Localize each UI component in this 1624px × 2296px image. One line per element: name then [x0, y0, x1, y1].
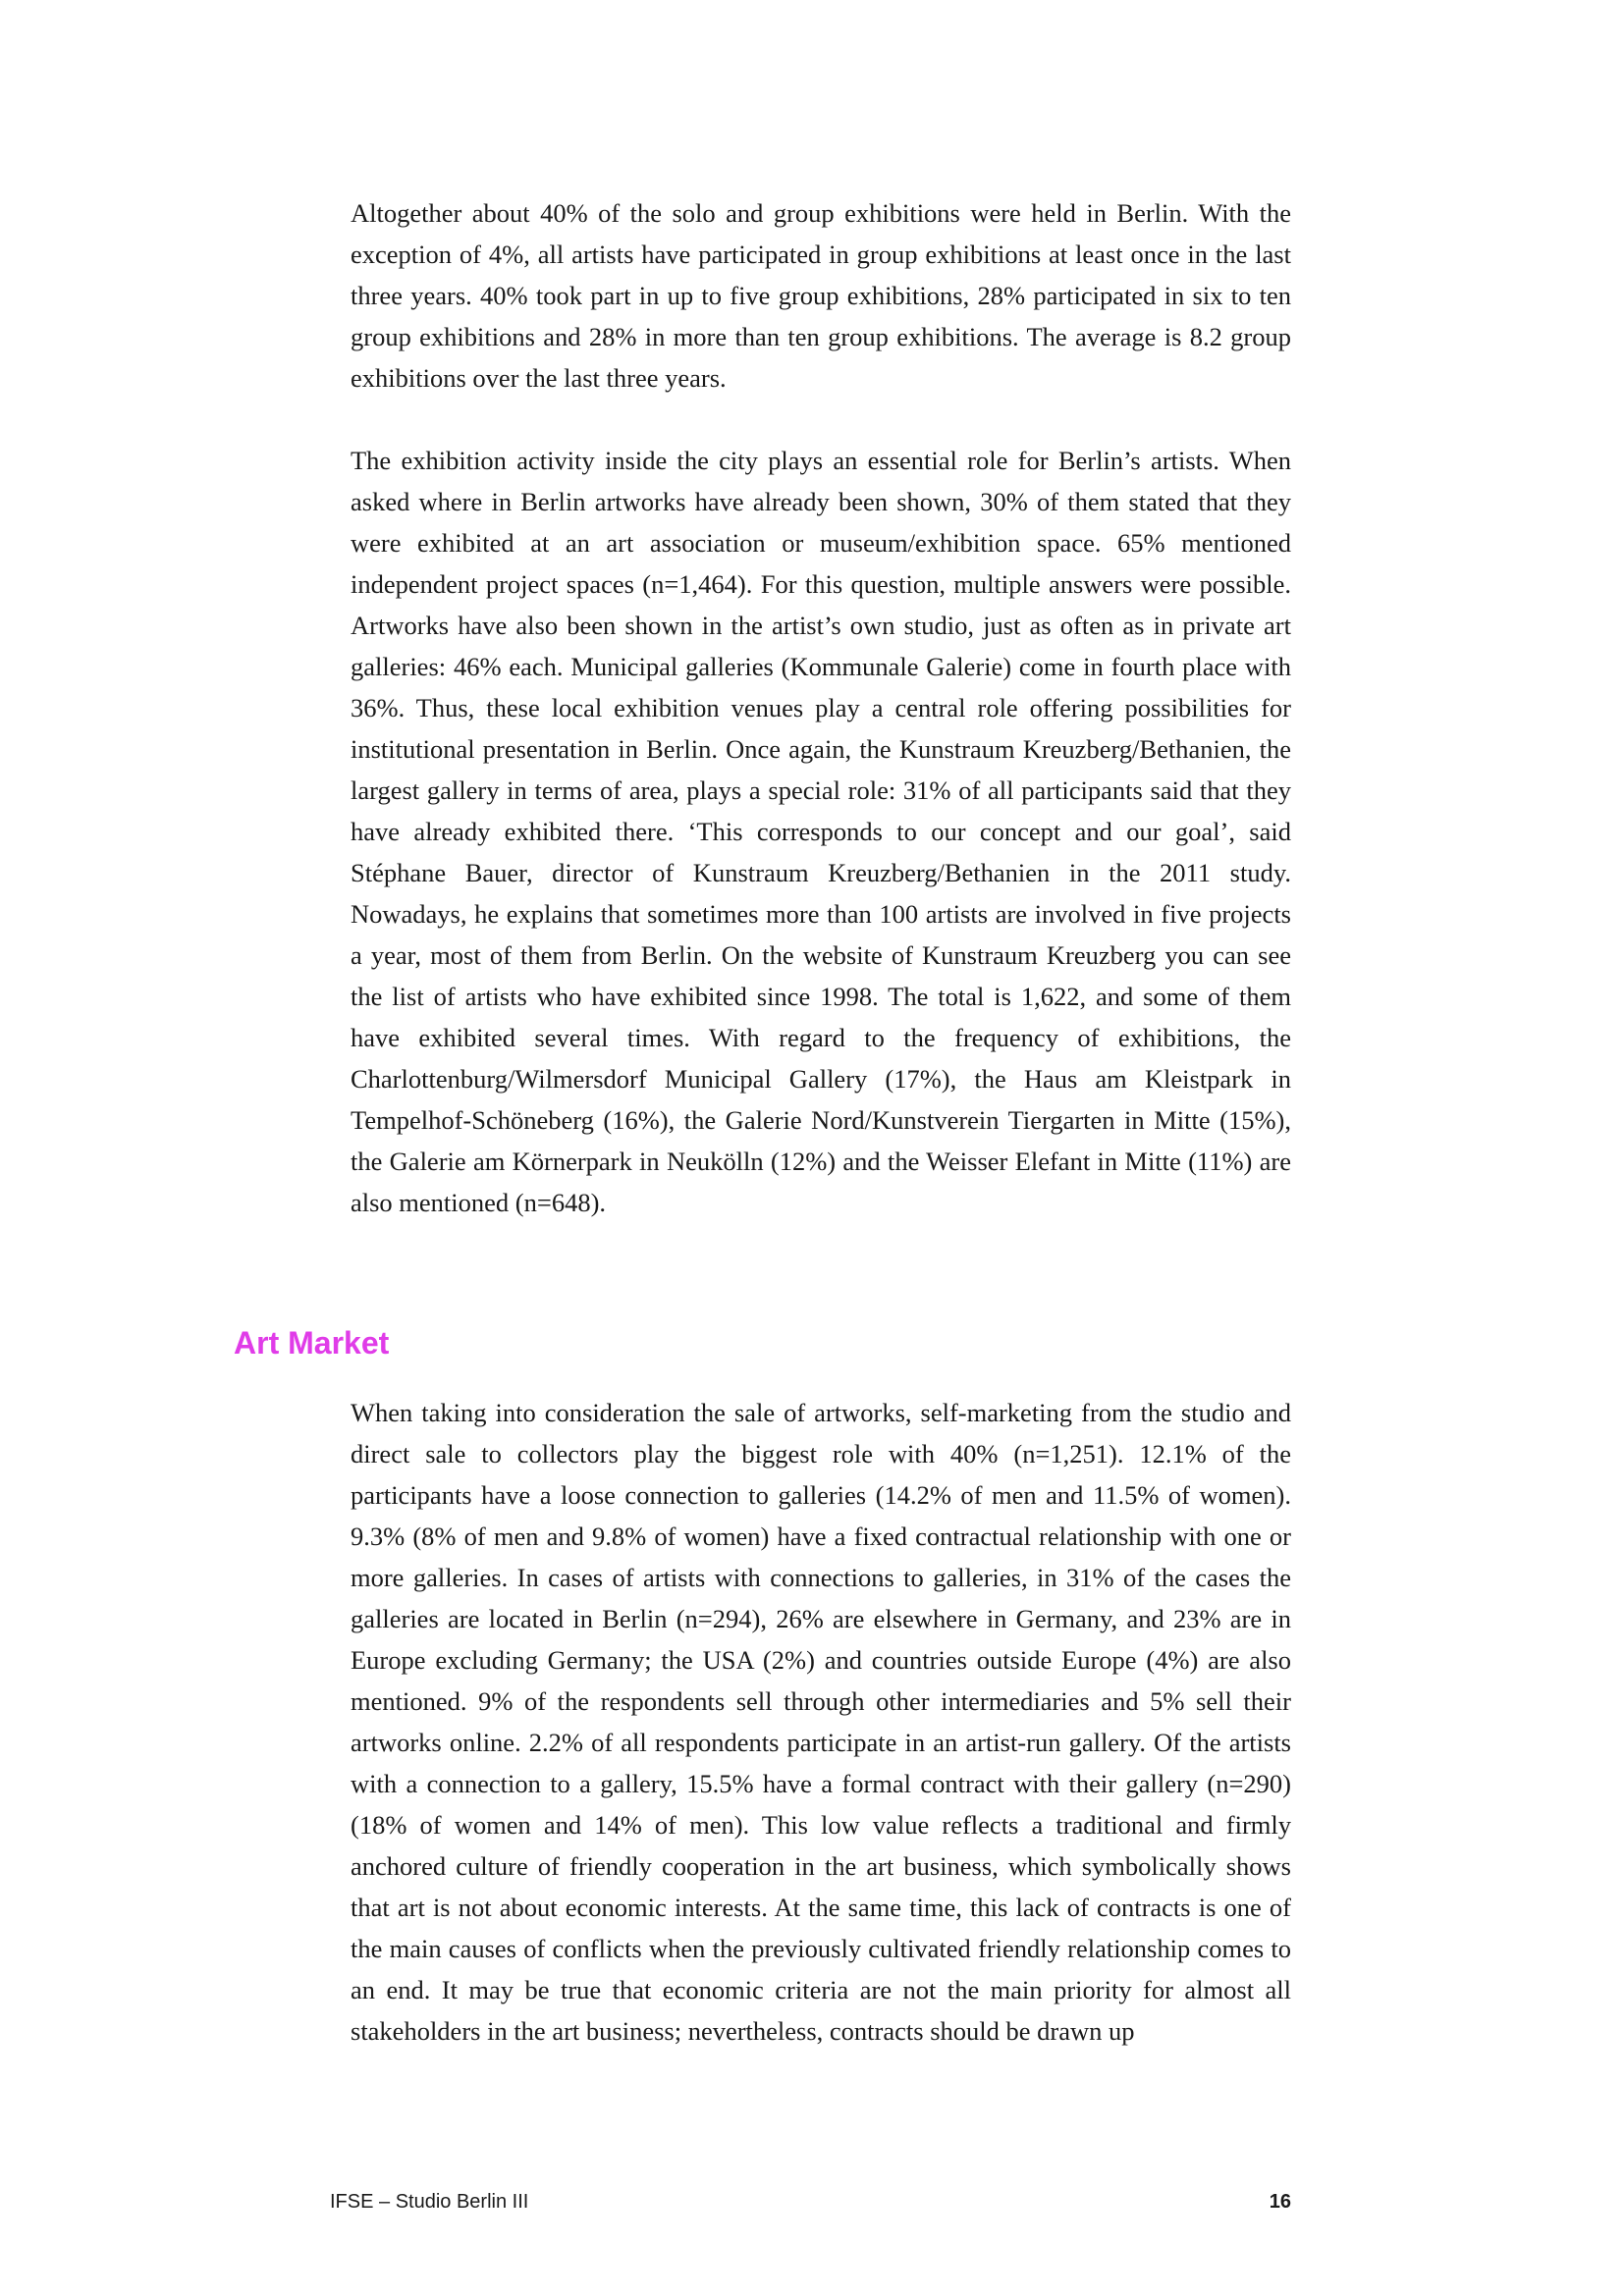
section-heading-art-market: Art Market: [234, 1325, 390, 1361]
footer-page-number: 16: [1269, 2191, 1291, 2213]
footer-publication-title: IFSE – Studio Berlin III: [330, 2191, 529, 2213]
paragraph-art-market: When taking into consideration the sale of artworks, self-marketing from the studio and direct sale to collectors play the biggest role with 40% (n=1,251). 12.1% of the participants have a loose connection to galleries (14.2% of men and 11.5% of women). 9.3% (8% of men and 9.8% of women) have a fixed contractual relationship with one or more galleries. In cases of artists with connections to galleries, in 31% of the cases the galleries are located in Berlin (n=294), 26% are elsewhere in Germany, and 23% are in Europe excluding Germany; the USA (2%) and countries outside Europe (4%) are also mentioned. 9% of the respondents sell through other intermediaries and 5% sell their artworks online. 2.2% of all respondents participate in an artist-run gallery. Of the artists with a connection to a gallery, 15.5% have a formal contract with their gallery (n=290) (18% of women and 14% of men). This low value reflects a traditional and firmly anchored culture of friendly cooperation in the art business, which symbolically shows that art is not about economic interests. At the same time, this lack of contracts is one of the main causes of conflicts when the previously cultivated friendly relationship comes to an end. It may be true that economic criteria are not the main priority for almost all stakeholders in the art business; nevertheless, contracts should be drawn up: [351, 1398, 1291, 2046]
paragraph-exhibitions-summary: Altogether about 40% of the solo and group exhibitions were held in Berlin. With the exception of 4%, all artists have participated in group exhibitions at least once in the last three years. 40% took part in up to five group exhibitions, 28% participated in six to ten group exhibitions and 28% in more than ten group exhibitions. The average is 8.2 group exhibitions over the last three years.: [351, 198, 1291, 393]
paragraph-exhibition-venues: The exhibition activity inside the city plays an essential role for Berlin’s artists. When asked where in Berlin artworks have already been shown, 30% of them stated that they were exhibited at an art association or museum/exhibition space. 65% mentioned independent project spaces (n=1,464). For this question, multiple answers were possible. Artworks have also been shown in the artist’s own studio, just as often as in private art galleries: 46% each. Municipal galleries (Kommunale Galerie) come in fourth place with 36%. Thus, these local exhibition venues play a central role offering possibilities for institutional presentation in Berlin. Once again, the Kunstraum Kreuzberg/Bethanien, the largest gallery in terms of area, plays a special role: 31% of all participants said that they have already exhibited there. ‘This corresponds to our concept and our goal’, said Stéphane Bauer, director of Kunstraum Kreuzberg/Bethanien in the 2011 study. Nowadays, he explains that sometimes more than 100 artists are involved in five projects a year, most of them from Berlin. On the website of Kunstraum Kreuzberg you can see the list of artists who have exhibited since 1998. The total is 1,622, and some of them have exhibited several times. With regard to the frequency of exhibitions, the Charlottenburg/Wilmersdorf Municipal Gallery (17%), the Haus am Kleistpark in Tempelhof-Schöneberg (16%), the Galerie Nord/Kunstverein Tiergarten in Mitte (15%), the Galerie am Körnerpark in Neukölln (12%) and the Weisser Elefant in Mitte (11%) are also mentioned (n=648).: [351, 446, 1291, 1217]
